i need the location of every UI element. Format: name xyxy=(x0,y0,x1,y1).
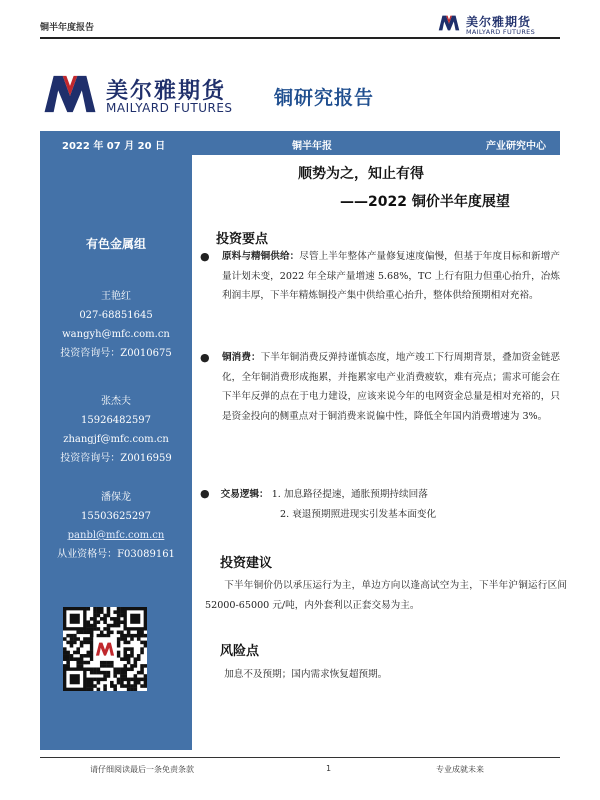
main-title: 顺势为之，知止有得 xyxy=(298,166,424,182)
risk-text: 加息不及预期；国内需求恢复超预期。 xyxy=(224,669,388,680)
analyst-phone: 15503625297 xyxy=(81,511,151,522)
info-bar xyxy=(40,131,560,155)
analyst-email[interactable]: wangyh@mfc.com.cn xyxy=(62,329,170,340)
group-name: 有色金属组 xyxy=(85,237,146,251)
bullet-body xyxy=(222,348,560,426)
qr-code-icon xyxy=(63,607,147,691)
trading-logic xyxy=(200,484,428,505)
bullet-consumption xyxy=(200,348,560,426)
bullet-text: 下半年铜消费反弹持谨慎态度，地产竣工下行周期背景，叠加资金链恶化，全年铜消费形成拖累，并拖累家电产业消费疲软，难有亮点；需求可能会在下半年反弹的点在于电力建设，应该来说今年的电网资金总量是相对充裕的，只是资金投向的侧重点对于铜消费来说偏中性，降低全年国内消费增速为 3%。 xyxy=(222,352,561,422)
analyst-phone: 15926482597 xyxy=(81,415,151,426)
bullet-body xyxy=(222,247,560,306)
qr-code xyxy=(63,607,147,691)
trading-logic-label: 交易逻辑： xyxy=(220,489,269,500)
bullet-dot-icon: ● xyxy=(200,250,210,263)
trading-logic-item-2: 2. 衰退预期照进现实引发基本面变化 xyxy=(280,509,437,520)
header-logo-en: MAILYARD FUTURES xyxy=(466,28,536,36)
analyst-name: 王艳红 xyxy=(101,291,131,302)
footer-slogan: 专业成就未来 xyxy=(436,765,484,774)
bullet-text: 尽管上半年整体产量修复速度偏慢，但基于年度目标和新增产量计划未变，2022 年全球产量增速 5.68%，TC 上行有阻力但重心抬升，冶炼利润丰厚，下半年精炼铜投产集中供给重心抬升，整体供给预期相对充裕。 xyxy=(222,251,561,301)
analyst-license: 从业资格号：F03089161 xyxy=(57,549,175,560)
page-number: 1 xyxy=(326,764,332,773)
bullet-dot-icon: ● xyxy=(200,351,210,364)
bullet-label: 原料与精铜供给： xyxy=(222,251,300,262)
analyst-card xyxy=(40,287,192,363)
analyst-card xyxy=(40,392,192,468)
analyst-email-link[interactable]: panbl@mfc.com.cn xyxy=(67,530,165,541)
advice-text: 下半年铜价仍以承压运行为主，单边方向以逢高试空为主，下半年沪铜运行区间 52000-65000 元/吨，内外套利以正套交易为主。 xyxy=(205,580,567,611)
analyst-name: 张杰夫 xyxy=(101,396,131,407)
analyst-card xyxy=(40,488,192,564)
bullet-label: 铜消费： xyxy=(222,352,261,363)
main-subtitle: ——2022 铜价半年度展望 xyxy=(340,194,510,210)
header-logo-cn: 美尔雅期货 xyxy=(466,15,532,29)
bullet-dot-icon: ● xyxy=(200,487,210,500)
brand-row xyxy=(40,70,560,120)
mailyard-logo-large-icon xyxy=(40,74,100,114)
analyst-email[interactable]: zhangjf@mfc.com.cn xyxy=(63,434,169,445)
bullet-supply xyxy=(200,247,560,306)
header-rule xyxy=(40,37,560,39)
report-date: 2022 年 07 月 20 日 xyxy=(62,141,166,152)
key-points-heading: 投资要点 xyxy=(216,232,269,247)
analyst-phone: 027-68851645 xyxy=(79,310,153,321)
page-footer xyxy=(40,757,560,777)
doc-type-label: 铜半年度报告 xyxy=(40,23,95,33)
footer-disclaimer: 请仔细阅读最后一条免责条款 xyxy=(90,765,194,774)
report-title: 铜研究报告 xyxy=(274,87,375,109)
advice-heading: 投资建议 xyxy=(220,556,273,571)
analyst-license: 投资咨询号：Z0010675 xyxy=(60,348,172,359)
mailyard-logo-icon xyxy=(438,13,460,33)
running-header xyxy=(0,0,600,38)
brand-logo-en: MAILYARD FUTURES xyxy=(106,101,233,115)
analyst-sidebar xyxy=(40,155,192,750)
analyst-name: 潘保龙 xyxy=(101,492,131,503)
research-center: 产业研究中心 xyxy=(486,141,546,152)
report-type: 铜半年报 xyxy=(292,141,332,152)
risk-heading: 风险点 xyxy=(220,644,260,659)
brand-logo-cn: 美尔雅期货 xyxy=(106,79,227,104)
analyst-license: 投资咨询号：Z0016959 xyxy=(60,453,172,464)
header-logo xyxy=(438,13,558,37)
trading-logic-item-1: 1. 加息路径提速，通胀预期持续回落 xyxy=(271,489,428,500)
